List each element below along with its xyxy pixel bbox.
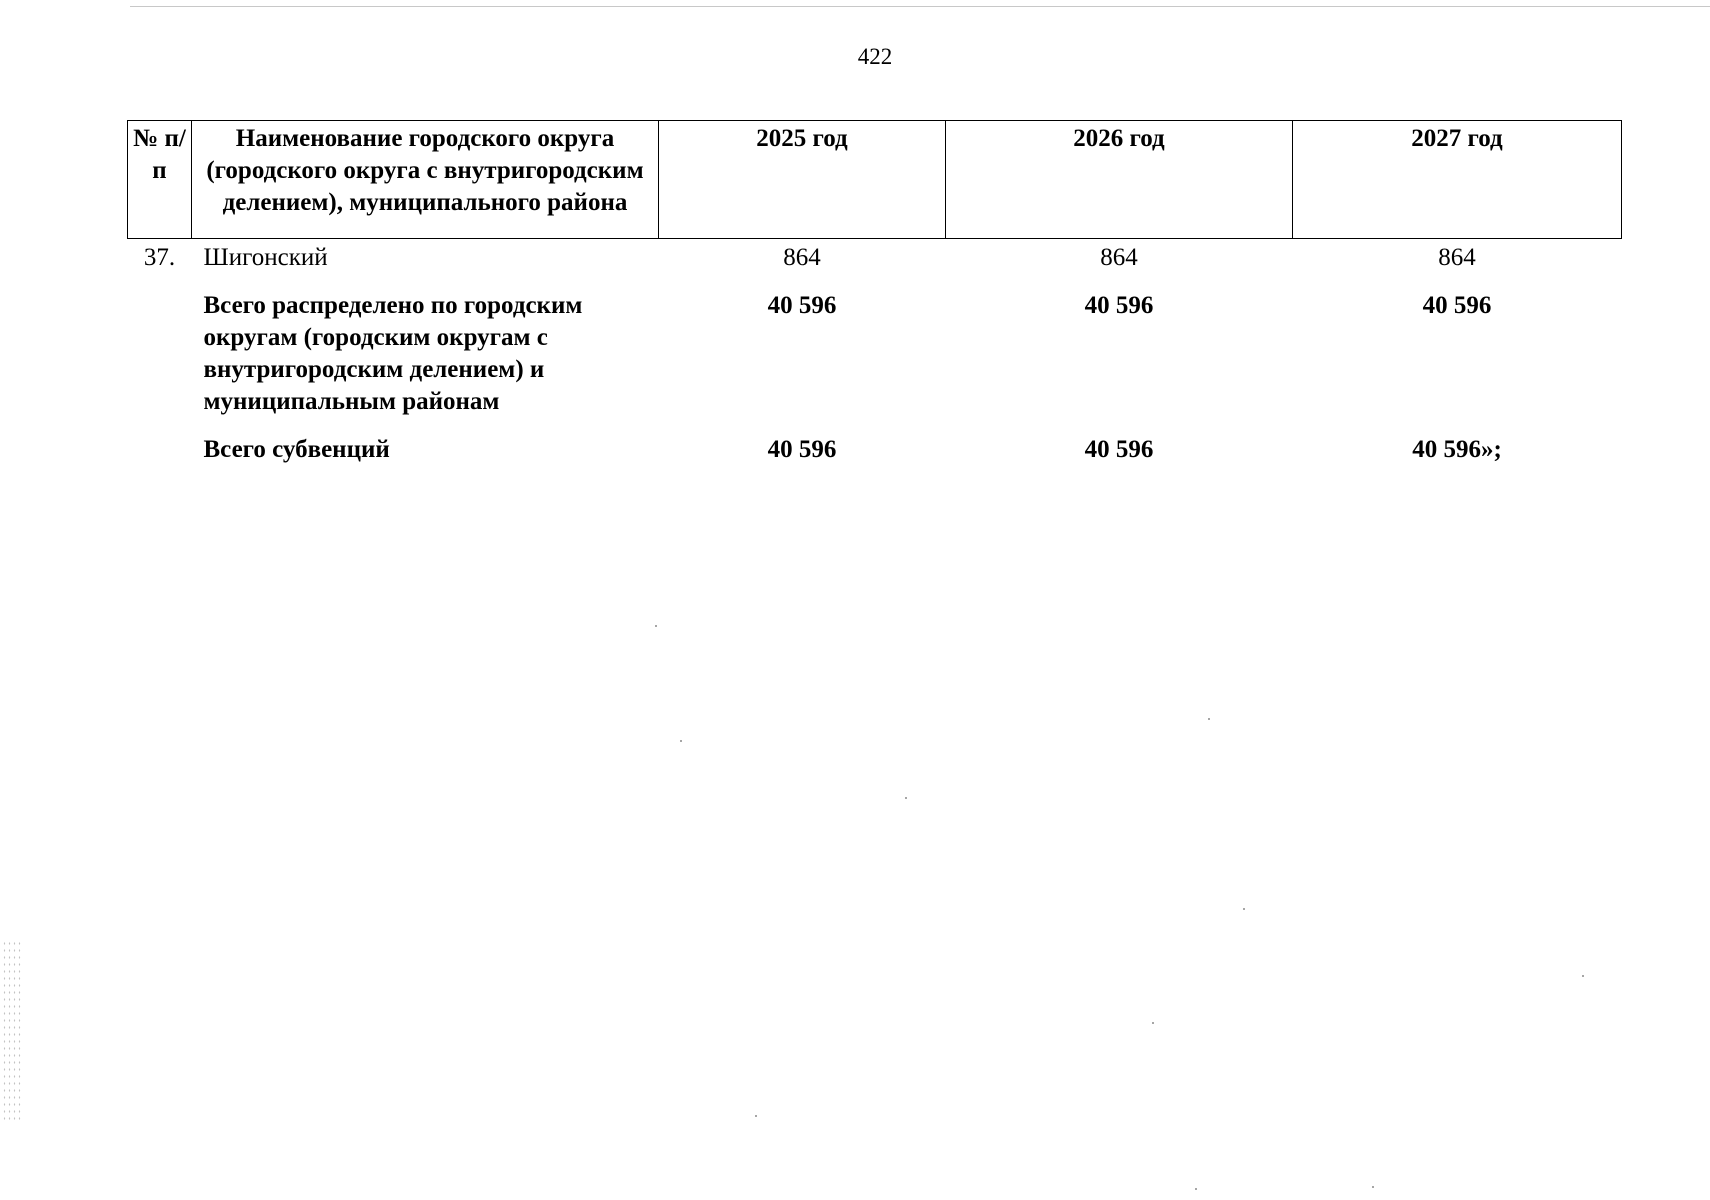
header-2027 bbox=[1293, 121, 1622, 239]
total-distributed-2026: 40 596 bbox=[1084, 292, 1154, 319]
row-2027: 864 bbox=[1438, 244, 1476, 271]
total-distributed-label: Всего распределено по городским округам (городским округам с внутригородским делением) и муниципальным районам bbox=[203, 292, 583, 415]
header-name-label: Наименование городского округа (городского округа с внутригородским делением), муниципального района bbox=[206, 125, 644, 216]
scan-speck bbox=[1152, 1022, 1154, 1024]
header-num-label: № п/п bbox=[133, 125, 186, 184]
header-2027-label: 2027 год bbox=[1411, 125, 1503, 152]
total-distributed-2025: 40 596 bbox=[767, 292, 837, 319]
scan-speck bbox=[680, 740, 682, 742]
total-subventions-num bbox=[128, 422, 192, 466]
total-subventions-2026: 40 596 bbox=[1084, 436, 1154, 463]
subvention-table bbox=[127, 120, 1622, 466]
scan-speck bbox=[755, 1115, 757, 1117]
scan-edge-top bbox=[130, 6, 1710, 7]
total-distributed-num bbox=[128, 280, 192, 422]
total-distributed-2027: 40 596 bbox=[1422, 292, 1492, 319]
row-num: 37. bbox=[143, 244, 176, 271]
header-2025 bbox=[659, 121, 946, 239]
scan-speck bbox=[655, 625, 657, 627]
table-row bbox=[128, 239, 1622, 281]
row-2025: 864 bbox=[783, 244, 821, 271]
scan-edge-noise bbox=[2, 940, 22, 1120]
row-name: Шигонский bbox=[203, 244, 328, 271]
row-2026: 864 bbox=[1100, 244, 1138, 271]
scan-speck bbox=[1195, 1188, 1197, 1190]
header-2025-label: 2025 год bbox=[756, 125, 848, 152]
scan-speck bbox=[905, 797, 907, 799]
total-subventions-label: Всего субвенций bbox=[203, 436, 390, 463]
header-name bbox=[192, 121, 659, 239]
total-subventions-2027: 40 596»; bbox=[1412, 436, 1502, 463]
header-2026 bbox=[946, 121, 1293, 239]
total-distributed-row bbox=[128, 280, 1622, 422]
total-subventions-row bbox=[128, 422, 1622, 466]
scan-speck bbox=[1208, 718, 1210, 720]
table-header-row bbox=[128, 121, 1622, 239]
header-num bbox=[128, 121, 192, 239]
page-number: 422 bbox=[857, 44, 893, 69]
scan-speck bbox=[1372, 1186, 1374, 1188]
scan-speck bbox=[1243, 908, 1245, 910]
total-subventions-2025: 40 596 bbox=[767, 436, 837, 463]
scan-speck bbox=[1582, 975, 1584, 977]
header-2026-label: 2026 год bbox=[1073, 125, 1165, 152]
